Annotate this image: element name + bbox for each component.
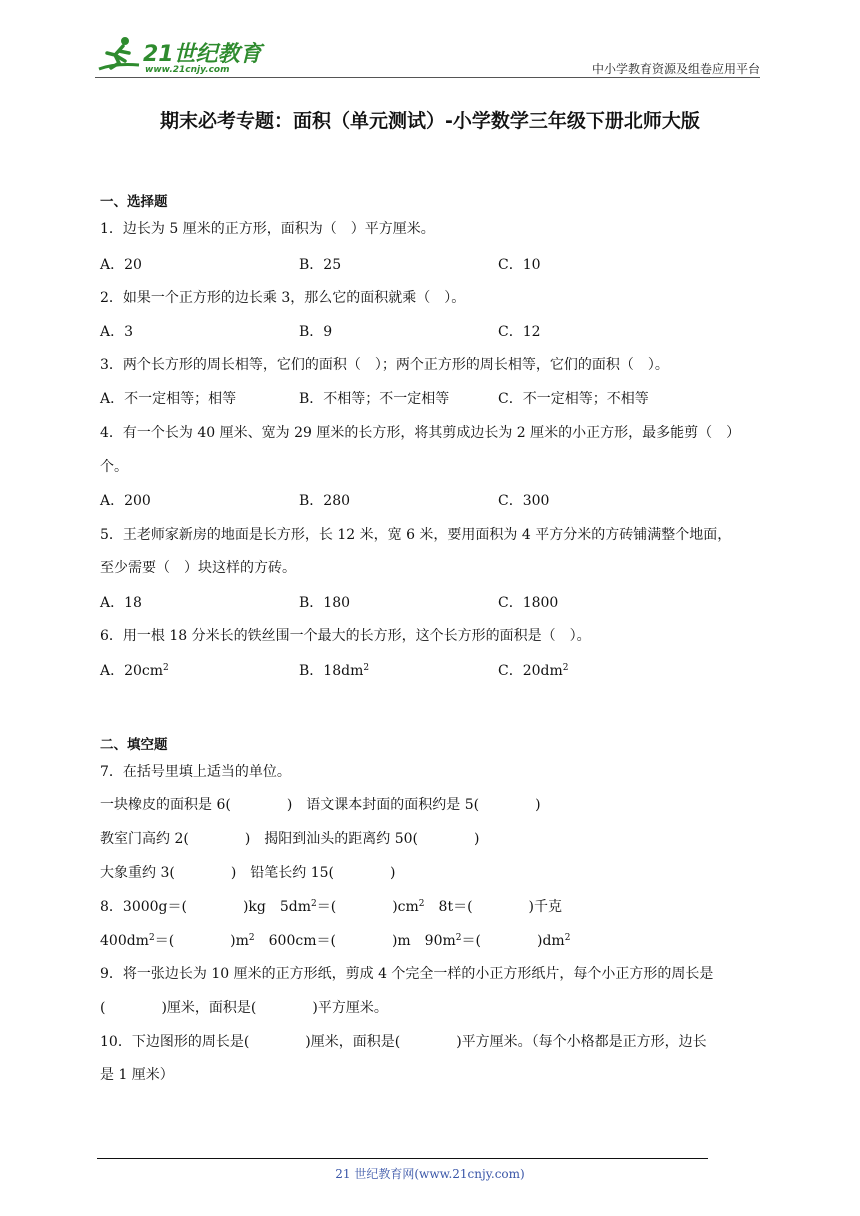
question-4-line1: 4．有一个长为 40 厘米、宽为 29 厘米的长方形，将其剪成边长为 2 厘米的小正方形，最多能剪（ ）	[100, 425, 741, 441]
superscript: 2	[163, 663, 169, 673]
question-10-line2: 是 1 厘米）	[100, 1067, 174, 1083]
q8-part: 400dm	[100, 933, 149, 949]
question-3: 3．两个长方形的周长相等，它们的面积（ ）；两个正方形的周长相等，它们的面积（ ）。	[100, 357, 669, 373]
question-10-line1: 10．下边图形的周长是( )厘米，面积是( )平方厘米。（每个小格都是正方形，边长	[100, 1034, 707, 1050]
q4-option-c: C．300	[498, 493, 550, 509]
q2-option-c: C．12	[498, 324, 541, 340]
question-5-line2: 至少需要（ ）块这样的方砖。	[100, 560, 296, 576]
q8-part: 8．3000g＝( )kg 5dm	[100, 899, 312, 915]
page-title: 期末必考专题：面积（单元测试）-小学数学三年级下册北师大版	[160, 110, 700, 132]
question-9-line1: 9．将一张边长为 10 厘米的正方形纸，剪成 4 个完全一样的小正方形纸片，每个小正方形的周长是	[100, 966, 714, 982]
superscript: 2	[455, 933, 462, 943]
question-8-line2	[100, 930, 570, 950]
superscript: 2	[562, 663, 569, 673]
superscript: 2	[564, 933, 571, 943]
q1-option-c: C．10	[498, 257, 541, 273]
superscript: 2	[418, 899, 425, 909]
footer-divider	[97, 1158, 708, 1159]
q1-option-a: A．20	[100, 257, 142, 273]
q3-option-a: A．不一定相等；相等	[100, 391, 237, 407]
q5-option-a: A．18	[100, 595, 142, 611]
footer-text[interactable]: 21 世纪教育网(www.21cnjy.com)	[335, 1167, 525, 1181]
q1-option-b: B．25	[299, 257, 342, 273]
q2-option-b: B．9	[299, 324, 333, 340]
q2-option-a: A．3	[100, 324, 134, 340]
question-5-line1: 5．王老师家新房的地面是长方形，长 12 米，宽 6 米，要用面积为 4 平方分米的方砖铺满整个地面，	[100, 527, 732, 543]
question-7-line3: 大象重约 3( ) 铅笔长约 15( )	[100, 865, 396, 881]
q3-option-c: C．不一定相等；不相等	[498, 391, 649, 407]
question-7: 7．在括号里填上适当的单位。	[100, 764, 291, 780]
superscript: 2	[148, 933, 155, 943]
question-4-line2: 个。	[100, 459, 128, 475]
q8-part: ＝( )m	[154, 933, 249, 949]
q6-option-c	[498, 660, 569, 680]
logo-url: www.21cnjy.com	[145, 65, 230, 75]
q6-option-a-text: A．20cm	[100, 663, 164, 679]
header-platform-text: 中小学教育资源及组卷应用平台	[591, 62, 760, 76]
question-7-line2: 教室门高约 2( ) 揭阳到汕头的距离约 50( )	[100, 831, 480, 847]
q6-option-b	[299, 660, 369, 680]
question-9-line2: ( )厘米，面积是( )平方厘米。	[100, 1000, 388, 1016]
q8-part: 8t＝( )千克	[424, 899, 562, 915]
site-logo	[95, 35, 265, 77]
q5-option-c: C．1800	[498, 595, 559, 611]
question-6: 6．用一根 18 分米长的铁丝围一个最大的长方形，这个长方形的面积是（ ）。	[100, 628, 591, 644]
page-header	[95, 30, 760, 80]
superscript: 2	[363, 663, 370, 673]
q6-option-b-text: B．18dm	[299, 663, 364, 679]
section-heading-fill: 二、填空题	[100, 737, 168, 753]
question-1: 1．边长为 5 厘米的正方形，面积为（ ）平方厘米。	[100, 221, 435, 237]
q6-option-a	[100, 660, 169, 680]
q4-option-b: B．280	[299, 493, 351, 509]
question-8-line1	[100, 896, 562, 916]
q8-part: ＝( )dm	[461, 933, 565, 949]
runner-icon	[95, 35, 141, 75]
q5-option-b: B．180	[299, 595, 351, 611]
logo-text: 21世纪教育	[143, 42, 262, 67]
q4-option-a: A．200	[100, 493, 151, 509]
question-7-line1: 一块橡皮的面积是 6( ) 语文课本封面的面积约是 5( )	[100, 797, 541, 813]
superscript: 2	[311, 899, 317, 909]
q8-part: 600cm＝( )m 90m	[254, 933, 456, 949]
superscript: 2	[248, 933, 255, 943]
section-heading-choice: 一、选择题	[100, 194, 168, 210]
q8-part: ＝( )cm	[316, 899, 419, 915]
header-divider	[95, 77, 760, 78]
q3-option-b: B．不相等；不一定相等	[299, 391, 450, 407]
q6-option-c-text: C．20dm	[498, 663, 563, 679]
question-2: 2．如果一个正方形的边长乘 3，那么它的面积就乘（ ）。	[100, 290, 466, 306]
